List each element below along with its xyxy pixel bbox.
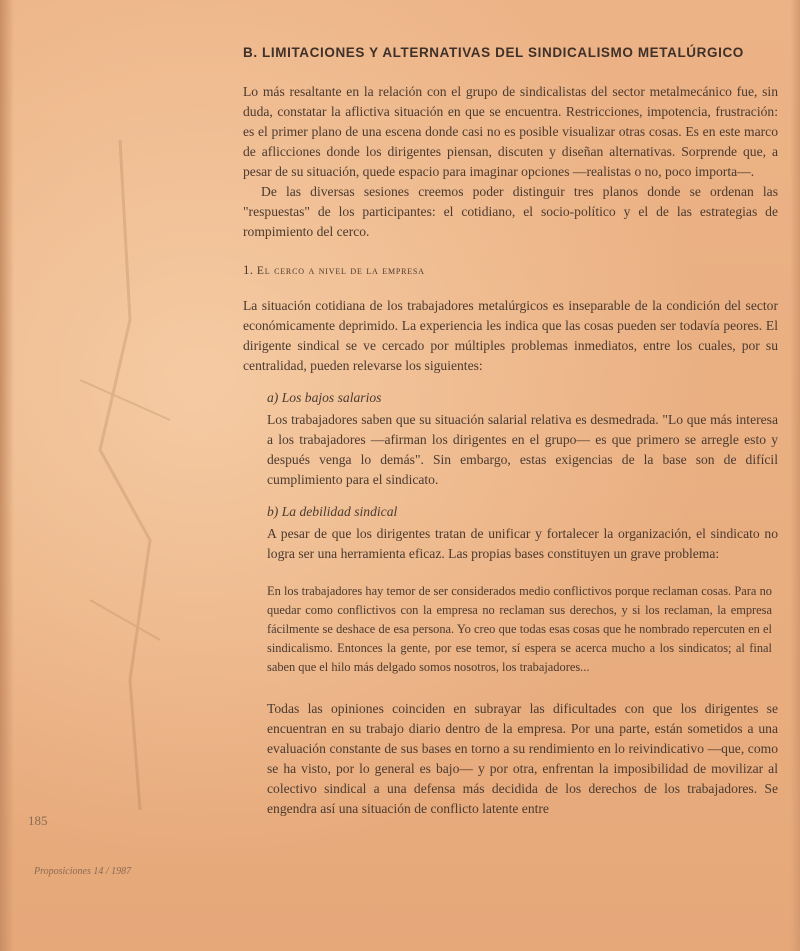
page-shadow-right [790,0,800,951]
intro-paragraph-2: De las diversas sesiones creemos poder distinguir tres planos donde se ordenan las "respuestas" de los participantes: el cotidiano, el socio-político y el de las estrategias de rompimiento del cerco. [243,184,778,239]
subsection-body: La situación cotidiana de los trabajadores metalúrgicos es inseparable de la condición del sector económicamente deprimido. La experiencia les indica que las cosas pueden ser todavía peores. El dirigente sindical se ve cercado por múltiples problemas inmediatos, entre los cuales, por su centralidad, pueden relevarse los siguientes: [243,298,778,373]
item-b-body: A pesar de que los dirigentes tratan de unificar y fortalecer la organización, el sindicato no logra ser una herramienta eficaz. Las propias bases constituyen un grave problema: [267,526,778,561]
page-number: 185 [28,813,48,828]
item-a-title: a) Los bajos salarios [267,390,382,405]
footer-note: Proposiciones 14 / 1987 [34,866,132,877]
subsection-title-text: El cerco a nivel de la empresa [256,265,425,277]
page-shadow-left [0,0,14,951]
closing-paragraph: Todas las opiniones coinciden en subrayar las dificultades con que los dirigentes se encuentran en su trabajo diario dentro de la empresa. Por una parte, están sometidos a una evaluación constante de sus bases en torno a su rendimiento en lo reivindicativo —que, como se ha visto, por lo general es bajo— y por otra, enfrentan la imposibilidad de movilizar al colectivo sindical a una defensa más decidida de los derechos de los trabajadores. Se engendra así una situación de conflicto latente entre [267,701,778,816]
subsection-number: 1. [243,262,254,277]
intro-paragraph-1: Lo más resaltante en la relación con el grupo de sindicalistas del sector metalmecánico fue, sin duda, constatar la aflictiva situación en que se encuentra. Restricciones, impotencia, frustración: es el primer plano de una escena donde casi no es posible visualizar otras cosas. Es en este marco de aflicciones donde los dirigentes piensan, discuten y diseñan alternativas. Sorprende que, a pesar de su situación, quede espacio para imaginar opciones —realistas o no, poco importa—. [243,84,778,179]
block-quote: En los trabajadores hay temor de ser considerados medio conflictivos porque reclaman cosas. Para no quedar como conflictivos con la empresa no reclaman sus derechos, y si los reclaman, la empresa fácilmente se deshace de esa persona. Yo creo que todas esas cosas que he nombrado repercuten en el sindicalismo. Entonces la gente, por ese temor, sí espera se acerca mucho a los sindicatos; al final saben que el hilo más delgado somos nosotros, los trabajadores... [267,584,772,674]
bleed-through-marks [60,120,190,820]
subsection-title [243,262,778,278]
section-heading: B. LIMITACIONES Y ALTERNATIVAS DEL SINDICALISMO METALÚRGICO [243,45,744,60]
item-a-body: Los trabajadores saben que su situación salarial relativa es desmedrada. "Lo que más interesa a los trabajadores —afirman los dirigentes en el grupo— es que primero se arregle esto y después venga lo demás". Sin embargo, estas exigencias de la base son de difícil cumplimiento para el sindicato. [267,412,778,487]
item-b-title: b) La debilidad sindical [267,504,398,519]
text-column [243,42,778,819]
